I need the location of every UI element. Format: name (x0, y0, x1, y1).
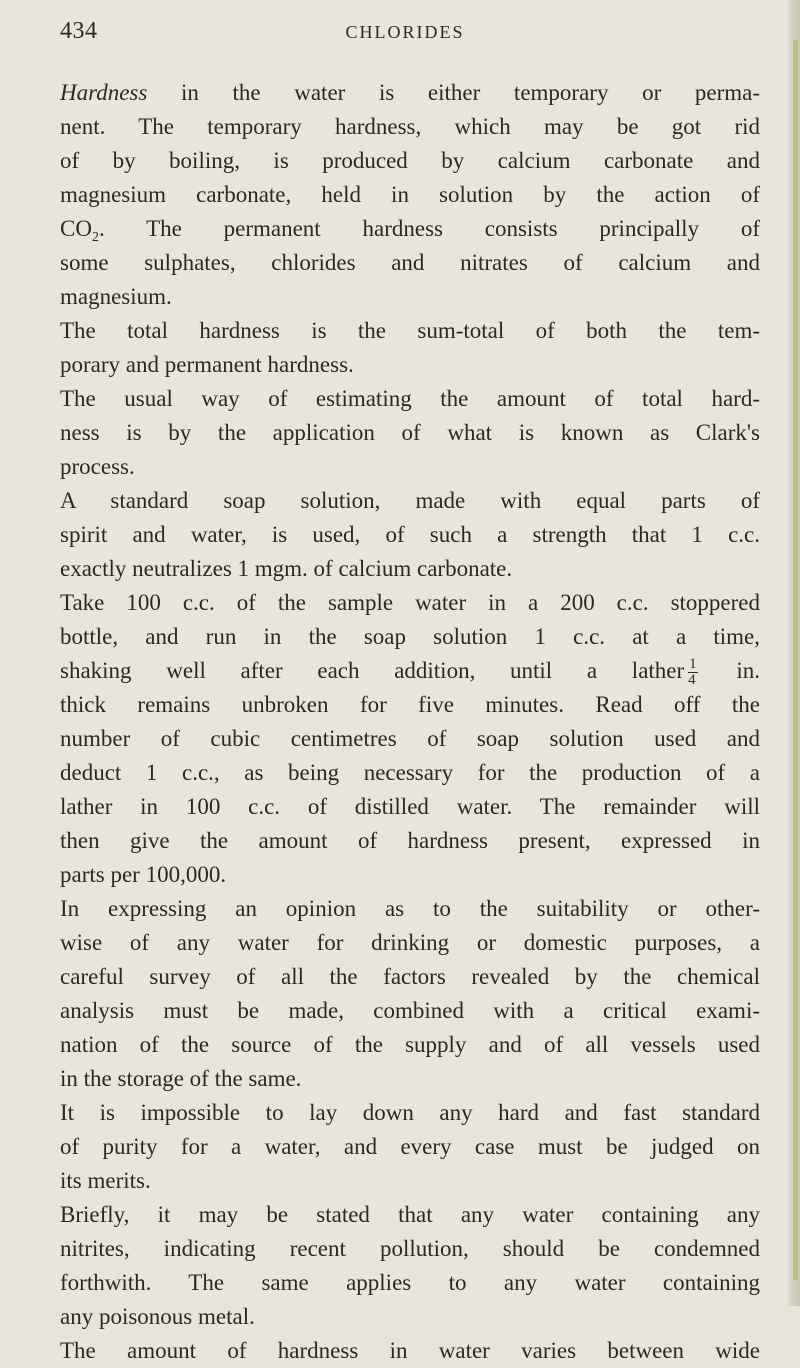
line-text: some sulphates, chlorides and nitrates of calcium and (60, 250, 760, 275)
line-text: The total hardness is the sum-total of both the tem- (60, 318, 760, 343)
text-line (60, 144, 760, 178)
text-line (60, 1300, 760, 1334)
text-line (60, 722, 760, 756)
line-text: exactly neutralizes 1 mgm. of calcium carbonate. (60, 556, 513, 581)
line-text: of by boiling, is produced by calcium carbonate and (60, 148, 760, 173)
text-line (60, 1096, 760, 1130)
text-line (60, 518, 760, 552)
text-line (60, 1334, 760, 1368)
line-text: then give the amount of hardness present, expressed in (60, 828, 760, 853)
body-text (60, 76, 760, 1368)
text-line (60, 552, 760, 586)
text-line (60, 1028, 760, 1062)
text-line (60, 178, 760, 212)
text-line (60, 348, 760, 382)
line-text: The amount of hardness in water varies between wide (60, 1338, 760, 1363)
subscript: 2 (91, 230, 99, 245)
page-edge (788, 0, 800, 1306)
line-text: lather in 100 c.c. of distilled water. The remainder will (60, 794, 760, 819)
text-line (60, 824, 760, 858)
text-line (60, 1062, 760, 1096)
line-text: Briefly, it may be stated that any water containing any (60, 1202, 760, 1227)
text-line (60, 858, 760, 892)
text-line (60, 790, 760, 824)
text-line (60, 756, 760, 790)
running-head: CHLORIDES (345, 22, 465, 42)
line-text: thick remains unbroken for five minutes. Read off the (60, 692, 760, 717)
text-line (60, 926, 760, 960)
text-line (60, 416, 760, 450)
line-text: careful survey of all the factors revealed by the chemical (60, 964, 760, 989)
text-line (60, 76, 760, 110)
line-text: magnesium carbonate, held in solution by the action of (60, 182, 760, 207)
line-text-after: in. (701, 658, 761, 683)
line-text: wise of any water for drinking or domestic purposes, a (60, 930, 760, 955)
line-text: In expressing an opinion as to the suitability or other- (60, 896, 760, 921)
line-text: Take 100 c.c. of the sample water in a 200 c.c. stoppered (60, 590, 760, 615)
line-text: bottle, and run in the soap solution 1 c.c. at a time, (60, 624, 760, 649)
text-line (60, 1232, 760, 1266)
text-line (60, 620, 760, 654)
fraction (688, 657, 698, 688)
text-line (60, 960, 760, 994)
line-text: in the storage of the same. (60, 1066, 302, 1091)
text-line (60, 1130, 760, 1164)
italic-term: Hardness (60, 80, 148, 105)
line-text: The usual way of estimating the amount of total hard- (60, 386, 760, 411)
line-text: parts per 100,000. (60, 862, 227, 887)
line-text: A standard soap solution, made with equal parts of (60, 488, 760, 513)
text-line (60, 280, 760, 314)
text-line (60, 484, 760, 518)
line-text: of purity for a water, and every case must be judged on (60, 1134, 760, 1159)
text-line (60, 314, 760, 348)
text-line (60, 994, 760, 1028)
line-text: any poisonous metal. (60, 1304, 255, 1329)
binding-strip (793, 40, 798, 1280)
line-text: porary and permanent hardness. (60, 352, 354, 377)
line-text: forthwith. The same applies to any water containing (60, 1270, 760, 1295)
text-line (60, 892, 760, 926)
text-line (60, 382, 760, 416)
line-text: spirit and water, is used, of such a strength that 1 c.c. (60, 522, 760, 547)
text-line (60, 246, 760, 280)
line-text: nation of the source of the supply and of all vessels used (60, 1032, 760, 1057)
text-line (60, 1266, 760, 1300)
text-line (60, 212, 760, 246)
line-text: process. (60, 454, 135, 479)
line-text: nitrites, indicating recent pollution, should be condemned (60, 1236, 760, 1261)
line-text: in the water is either temporary or perma- (147, 80, 760, 105)
text-line (60, 450, 760, 484)
fraction-numerator: 1 (689, 656, 697, 673)
line-text: ness is by the application of what is known as Clark's (60, 420, 760, 445)
text-line (60, 1164, 760, 1198)
line-text: CO (60, 216, 92, 241)
line-text: analysis must be made, combined with a critical exami- (60, 998, 760, 1023)
line-text: deduct 1 c.c., as being necessary for the production of a (60, 760, 760, 785)
line-text: magnesium. (60, 284, 172, 309)
line-text-after: . The permanent hardness consists principally of (98, 216, 760, 241)
line-text: nent. The temporary hardness, which may be got rid (60, 114, 760, 139)
page-number: 434 (60, 18, 98, 44)
text-line (60, 688, 760, 722)
line-text: number of cubic centimetres of soap solution used and (60, 726, 760, 751)
text-line (60, 654, 760, 688)
text-line (60, 586, 760, 620)
line-text: shaking well after each addition, until a lather (60, 658, 685, 683)
page-header (60, 18, 750, 58)
line-text: It is impossible to lay down any hard and fast standard (60, 1100, 760, 1125)
line-text: its merits. (60, 1168, 151, 1193)
text-line (60, 1198, 760, 1232)
text-line (60, 110, 760, 144)
fraction-denominator: 4 (688, 672, 696, 689)
